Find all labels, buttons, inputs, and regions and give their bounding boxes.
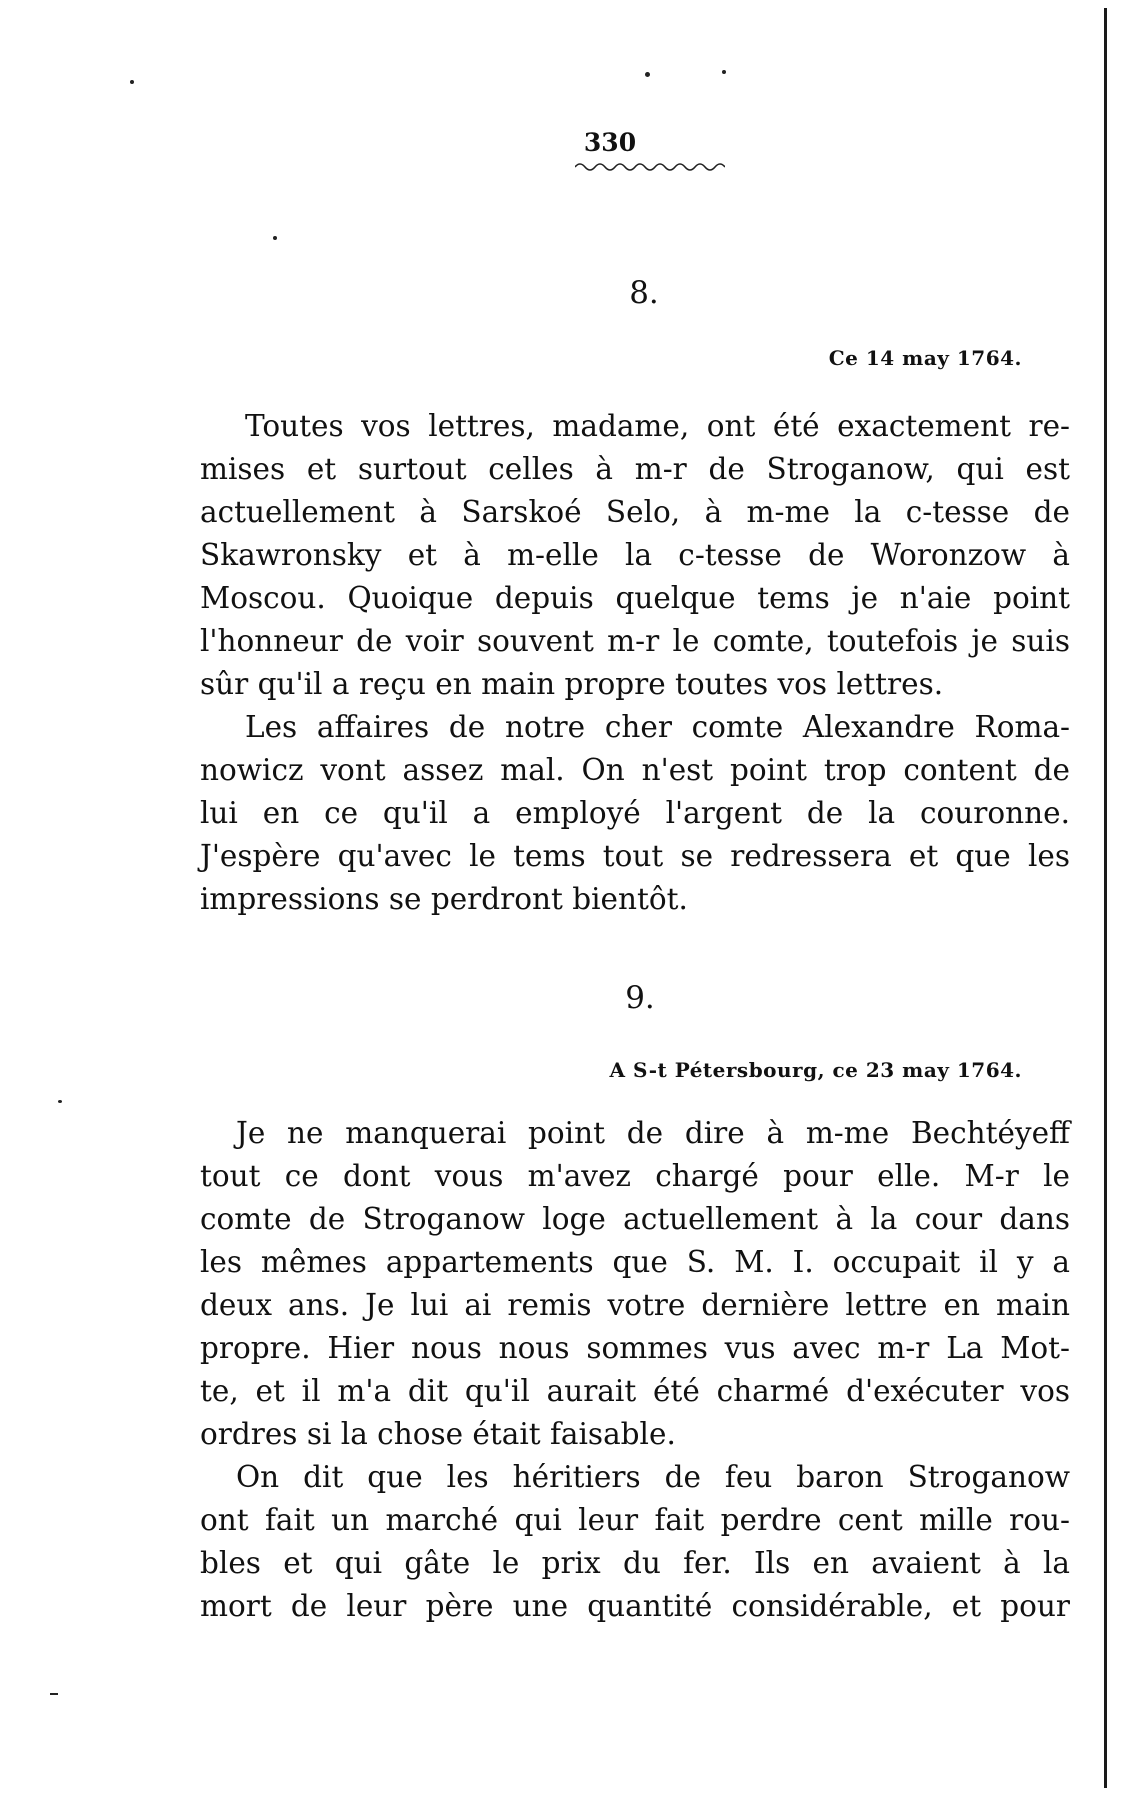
page-number: 330 bbox=[583, 128, 637, 157]
text-line: deux ans. Je lui ai remis votre dernière lettre en main bbox=[200, 1288, 1070, 1322]
text-line: comte de Stroganow loge actuellement à la cour dans bbox=[200, 1202, 1070, 1236]
text-line: propre. Hier nous nous sommes vus avec m-r La Mot- bbox=[200, 1331, 1070, 1365]
letter-number: 8. bbox=[629, 275, 659, 311]
print-speck bbox=[58, 1100, 62, 1103]
text-line: nowicz vont assez mal. On n'est point trop content de bbox=[200, 753, 1070, 787]
text-line: J'espère qu'avec le tems tout se redressera et que les bbox=[200, 839, 1070, 873]
text-line: ont fait un marché qui leur fait perdre cent mille rou- bbox=[200, 1503, 1070, 1537]
letter-number: 9. bbox=[625, 980, 655, 1016]
text-line: impressions se perdront bientôt. bbox=[200, 882, 688, 916]
text-line: bles et qui gâte le prix du fer. Ils en avaient à la bbox=[200, 1546, 1070, 1580]
wavy-rule-ornament bbox=[575, 160, 725, 174]
text-line: les mêmes appartements que S. M. I. occupait il y a bbox=[200, 1245, 1070, 1279]
text-line: sûr qu'il a reçu en main propre toutes vos lettres. bbox=[200, 667, 944, 701]
print-speck bbox=[722, 70, 726, 74]
letter-dateline: A S-t Pétersbourg, ce 23 may 1764. bbox=[609, 1058, 1022, 1082]
text-line: tout ce dont vous m'avez chargé pour elle. M-r le bbox=[200, 1159, 1070, 1193]
text-line: Les affaires de notre cher comte Alexandre Roma- bbox=[245, 710, 1070, 744]
text-line: lui en ce qu'il a employé l'argent de la couronne. bbox=[200, 796, 1070, 830]
text-line: Skawronsky et à m-elle la c-tesse de Woronzow à bbox=[200, 538, 1070, 572]
print-speck bbox=[130, 80, 134, 84]
print-speck bbox=[50, 1693, 58, 1695]
print-speck bbox=[273, 236, 277, 240]
text-line: On dit que les héritiers de feu baron Stroganow bbox=[236, 1460, 1070, 1494]
letter-dateline: Ce 14 may 1764. bbox=[828, 346, 1022, 370]
text-line: te, et il m'a dit qu'il aurait été charmé d'exécuter vos bbox=[200, 1374, 1070, 1408]
text-line: mises et surtout celles à m-r de Stroganow, qui est bbox=[200, 452, 1070, 486]
text-line: ordres si la chose était faisable. bbox=[200, 1417, 676, 1451]
text-line: l'honneur de voir souvent m-r le comte, toutefois je suis bbox=[200, 624, 1070, 658]
text-line: Toutes vos lettres, madame, ont été exactement re- bbox=[245, 409, 1070, 443]
text-line: actuellement à Sarskoé Selo, à m-me la c-tesse de bbox=[200, 495, 1070, 529]
text-line: Moscou. Quoique depuis quelque tems je n'aie point bbox=[200, 581, 1070, 615]
text-line: Je ne manquerai point de dire à m-me Bechtéyeff bbox=[236, 1116, 1070, 1150]
text-line: mort de leur père une quantité considérable, et pour bbox=[200, 1589, 1070, 1623]
print-speck bbox=[645, 72, 650, 77]
page-edge-rule bbox=[1104, 8, 1107, 1788]
